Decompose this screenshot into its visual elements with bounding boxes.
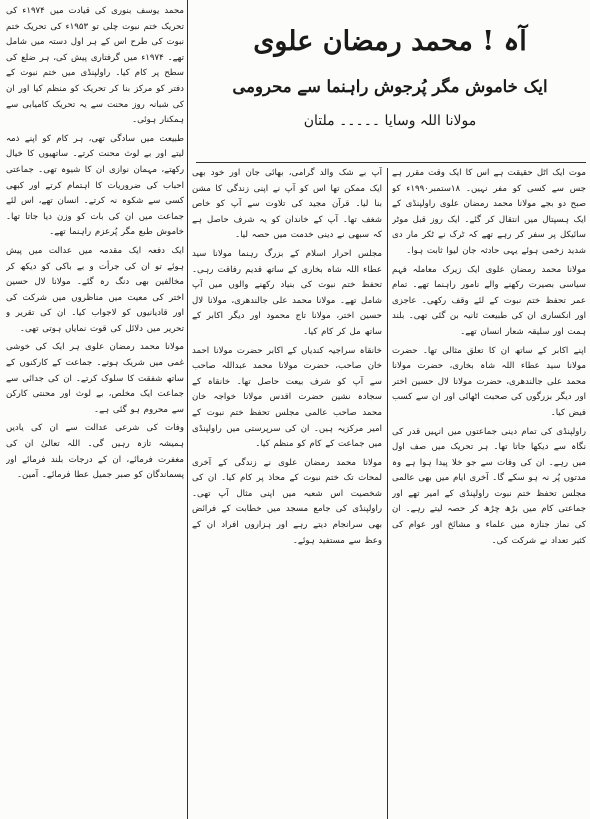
column-divider — [187, 0, 188, 819]
paragraph: اپنے اکابر کے ساتھ ان کا تعلق مثالی تھا۔ حضرت مولانا سید عطاء اللہ شاہ بخاری، حضرت مولانا محمد علی جالندھری، حضرت مولانا لال حسین اختر اور دیگر بزرگوں کی صحبت اٹھائی اور ان سے کسب فیض کیا۔ — [392, 345, 586, 418]
paragraph: وفات کی شرعی عدالت سے ان کی یادیں ہمیشہ تازہ رہیں گی۔ اللہ تعالیٰ ان کی مغفرت فرمائے، ان کے درجات بلند فرمائے اور پسماندگان کو صبر جمیل عطا فرمائے۔ آمین۔ — [6, 423, 184, 481]
headline: آہ ! محمد رمضان علوی — [253, 26, 527, 57]
paragraph: ایک دفعہ ایک مقدمہ میں عدالت میں پیش ہوئے تو ان کی جرأت و بے باکی کو دیکھ کر مخالفین بھی دنگ رہ گئے۔ مولانا لال حسین اختر کی معیت میں مناظروں میں شرکت کی اور قادیانیوں کو لاجواب کیا۔ ان کی تقریر و تحریر میں دلائل کی قوت نمایاں ہوتی تھی۔ — [6, 245, 184, 334]
article-column-left — [6, 4, 184, 816]
paragraph: راولپنڈی کی تمام دینی جماعتوں میں انہیں قدر کی نگاہ سے دیکھا جاتا تھا۔ ہر تحریک میں صف اول میں رہے۔ ان کی وفات سے جو خلا پیدا ہوا ہے وہ مدتوں پُر نہ ہو سکے گا۔ آخری ایام میں بھی عالمی مجلس تحفظ ختم نبوت راولپنڈی کے امیر تھے اور جماعتی کام میں بڑھ چڑھ کر حصہ لیتے رہے۔ ان کی نماز جنازہ میں علماء و مشائخ اور عوام کی کثیر تعداد نے شرکت کی۔ — [392, 426, 586, 546]
paragraph: مجلس احرار اسلام کے بزرگ رہنما مولانا سید عطاء اللہ شاہ بخاری کے ساتھ قدیم رفاقت رہی۔ تحفظ ختم نبوت کی بنیاد رکھنے والوں میں آپ شامل تھے۔ مولانا محمد علی جالندھری، مولانا لال حسین اختر، مولانا تاج محمود اور دیگر اکابر کے ساتھ مل کر کام کیا۔ — [192, 248, 382, 337]
article-column-right — [392, 166, 586, 816]
paragraph: موت ایک اٹل حقیقت ہے اس کا ایک وقت مقرر ہے جس سے کسی کو مفر نہیں۔ ۱۸ستمبر۱۹۹۰ء کو صبح دو بجے مولانا محمد رمضان علوی راولپنڈی کے ایک ہسپتال میں انتقال کر گئے۔ ایک روز قبل موٹر سائیکل پر سفر کر رہے تھے کہ ٹرک نے ٹکر مار دی شدید زخمی ہوئے یہی حادثہ جان لیوا ثابت ہوا۔ — [392, 168, 586, 256]
paragraph: طبیعت میں سادگی تھی، ہر کام کو اپنے ذمہ لیتے اور بے لوث محنت کرتے۔ ساتھیوں کا خیال رکھتے، مہمان نوازی ان کا شیوہ تھی۔ جماعتی احباب کی ضروریات کا اہتمام کرتے اور کبھی کسی سے شکوہ نہ کرتے۔ انسان تھے، اس لئے جماعت میں ان کی بات کو وزن دیا جاتا تھا۔ خاموش طبع مگر پُرعزم راہنما تھے۔ — [6, 133, 184, 238]
article-column-middle — [192, 166, 382, 816]
headline-divider — [196, 162, 586, 163]
column-divider — [387, 168, 388, 819]
paragraph: مولانا محمد رمضان علوی نے زندگی کے آخری لمحات تک ختم نبوت کے محاذ پر کام کیا۔ ان کی شخصیت اس شعبہ میں اپنی مثال آپ تھی۔ راولپنڈی کی جامع مسجد میں خطابت کے فرائض بھی سرانجام دیتے رہے اور ہزاروں افراد ان کے وعظ سے مستفید ہوئے۔ — [192, 457, 382, 546]
paragraph: خانقاہ سراجیہ کندیاں کے اکابر حضرت مولانا احمد خان صاحب، حضرت مولانا محمد عبداللہ صاحب سے آپ کو شرف بیعت حاصل تھا۔ خانقاہ کے سجادہ نشین حضرت اقدس مولانا خواجہ خان محمد صاحب عالمی مجلس تحفظ ختم نبوت کے امیر مرکزیہ ہیں۔ ان کی سرپرستی میں راولپنڈی میں جماعت کے کام کو منظم کیا۔ — [192, 345, 382, 450]
paragraph: آپ بے شک والد گرامی، بھائی جان اور خود بھی ایک ممکن تھا اس کو آپ نے اپنی زندگی کا مشن بنا لیا۔ قرآن مجید کی تلاوت سے آپ کو خاص شغف تھا۔ آپ کے خاندان کو یہ شرف حاصل ہے کہ سبھی نے دینی خدمت میں حصہ لیا۔ — [192, 168, 382, 241]
subheadline: ایک خاموش مگر پُرجوش راہنما سے محرومی — [232, 77, 548, 96]
byline: مولانا اللہ وسایا ۔۔۔۔۔ ملتان — [303, 113, 477, 129]
headline-block — [196, 4, 584, 160]
paragraph: محمد یوسف بنوری کی قیادت میں ۱۹۷۴ء کی تحریک ختم نبوت چلی تو ۱۹۵۳ء کی تحریک ختم نبوت کی طرح اس کے ہر اول دستہ میں شامل تھے۔ ۱۹۷۴ء میں گرفتاری پیش کی، ہر ضلع کی سطح پر کام کیا۔ راولپنڈی میں ختم نبوت کے دفتر کو مرکز بنا کر تحریک کو منظم کیا اور ان کی شبانہ روز محنت سے یہ تحریک کامیابی سے ہمکنار ہوئی۔ — [6, 6, 184, 126]
paragraph: مولانا محمد رمضان علوی ایک زیرک معاملہ فہم سیاسی بصیرت رکھنے والے نامور راہنما تھے۔ تمام عمر تحفظ ختم نبوت کے لئے وقف رکھی۔ عاجزی اور انکساری ان کی طبیعت ثانیہ بن گئی تھی۔ بلند ہمت اور سلیقہ شعار انسان تھے۔ — [392, 264, 586, 337]
paragraph: مولانا محمد رمضان علوی ہر ایک کی خوشی غمی میں شریک ہوتے۔ جماعت کے کارکنوں کے ساتھ شفقت کا سلوک کرتے۔ ان کی جدائی سے جماعت ایک مخلص، بے لوث اور محنتی کارکن سے محروم ہو گئی ہے۔ — [6, 342, 184, 415]
